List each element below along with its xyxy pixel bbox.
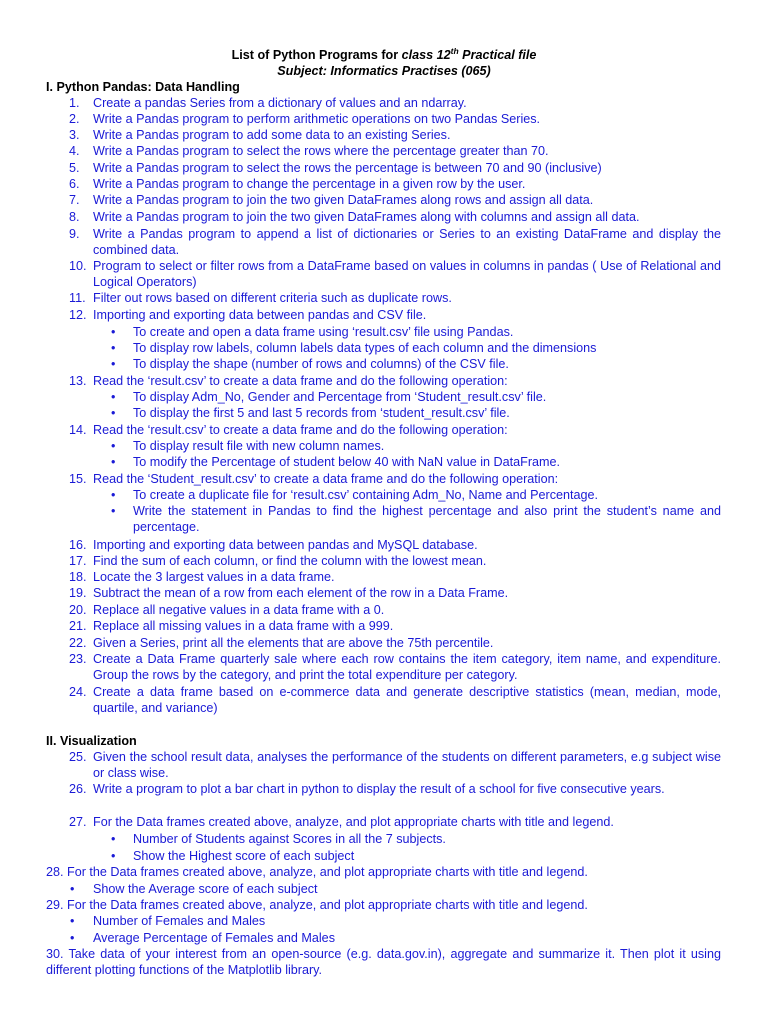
item-number: 17. bbox=[69, 554, 87, 568]
item-text: Create a data frame based on e-commerce data and generate descriptive statistics (mean, median, mode, quartile, and variance) bbox=[93, 685, 721, 716]
item-text: Write a Pandas program to append a list of dictionaries or Series to an existing DataFrame and display the combined data. bbox=[93, 227, 721, 258]
item-number: 28. bbox=[46, 865, 64, 879]
list-item bbox=[69, 143, 721, 159]
list-item bbox=[69, 209, 721, 225]
sub-bullet-text: Number of Students against Scores in all the 7 subjects. bbox=[133, 832, 446, 846]
sub-bullet bbox=[111, 503, 721, 535]
title-prefix: List of Python Programs for bbox=[231, 48, 402, 63]
list-item bbox=[69, 781, 721, 797]
item-text: For the Data frames created above, analyze, and plot appropriate charts with title and legend. bbox=[67, 865, 588, 879]
item-text: Importing and exporting data between pandas and CSV file. bbox=[93, 308, 427, 322]
item-number: 22. bbox=[69, 636, 87, 650]
item-number: 18. bbox=[69, 570, 87, 584]
item-text: Create a pandas Series from a dictionary of values and an ndarray. bbox=[93, 96, 467, 110]
item-number: 6. bbox=[69, 177, 80, 191]
sub-bullet-text: To modify the Percentage of student below 40 with NaN value in DataFrame. bbox=[133, 455, 561, 469]
item-number: 14. bbox=[69, 423, 87, 437]
sub-bullet bbox=[111, 831, 731, 847]
bullet-icon: • bbox=[111, 488, 116, 502]
sub-bullet-text: To display the first 5 and last 5 records from ‘student_result.csv’ file. bbox=[133, 406, 510, 420]
list-item bbox=[69, 553, 721, 569]
item-text: Write a Pandas program to join the two given DataFrames along rows and assign all data. bbox=[93, 193, 594, 207]
item-text: Replace all missing values in a data frame with a 999. bbox=[93, 619, 394, 633]
sub-bullet bbox=[70, 930, 690, 946]
bullet-icon: • bbox=[111, 504, 116, 518]
bullet-icon: • bbox=[111, 325, 116, 339]
sub-bullet-text: To display Adm_No, Gender and Percentage from ‘Student_result.csv’ file. bbox=[133, 390, 547, 404]
section-heading-pandas: I. Python Pandas: Data Handling bbox=[46, 80, 240, 94]
item-text: Write a Pandas program to select the rows the percentage is between 70 and 90 (inclusive) bbox=[93, 161, 602, 175]
list-item bbox=[69, 95, 721, 111]
item-text: Write a Pandas program to change the percentage in a given row by the user. bbox=[93, 177, 526, 191]
list-item bbox=[46, 864, 721, 880]
section-heading-visualization: II. Visualization bbox=[46, 734, 137, 748]
sub-bullet-text: Write the statement in Pandas to find the highest percentage and also print the student’s name and percentage. bbox=[133, 504, 721, 535]
item-text: Given a Series, print all the elements that are above the 75th percentile. bbox=[93, 636, 494, 650]
sub-bullet-text: Number of Females and Males bbox=[93, 914, 266, 928]
sub-bullet bbox=[111, 356, 731, 372]
item-text: Locate the 3 largest values in a data frame. bbox=[93, 570, 335, 584]
item-text: Write a Pandas program to select the rows where the percentage greater than 70. bbox=[93, 144, 549, 158]
list-item bbox=[69, 258, 721, 290]
bullet-icon: • bbox=[111, 357, 116, 371]
list-item bbox=[69, 602, 721, 618]
item-number: 10. bbox=[69, 259, 87, 273]
bullet-icon: • bbox=[111, 439, 116, 453]
sub-bullet bbox=[111, 487, 731, 503]
page-subtitle: Subject: Informatics Practises (065) bbox=[277, 64, 491, 78]
item-number: 21. bbox=[69, 619, 87, 633]
list-item bbox=[69, 585, 721, 601]
sub-bullet bbox=[111, 848, 731, 864]
list-item bbox=[69, 192, 721, 208]
list-item bbox=[69, 569, 721, 585]
list-item bbox=[69, 290, 721, 306]
item-text: Write a program to plot a bar chart in python to display the result of a school for five consecutive years. bbox=[93, 782, 665, 796]
bullet-icon: • bbox=[111, 406, 116, 420]
list-item bbox=[69, 176, 721, 192]
sub-bullet bbox=[111, 454, 731, 470]
sub-bullet bbox=[70, 881, 690, 897]
item-number: 15. bbox=[69, 472, 87, 486]
item-number: 26. bbox=[69, 782, 87, 796]
item-number: 30. bbox=[46, 947, 64, 961]
sub-bullet bbox=[111, 324, 731, 340]
list-item bbox=[69, 651, 721, 683]
item-text: Given the school result data, analyses the performance of the students on different parameters, e.g subject wise or class wise. bbox=[93, 750, 721, 781]
sub-bullet bbox=[111, 389, 731, 405]
list-item bbox=[69, 111, 721, 127]
item-text: Read the ‘result.csv’ to create a data frame and do the following operation: bbox=[93, 423, 508, 437]
item-text: Replace all negative values in a data frame with a 0. bbox=[93, 603, 385, 617]
item-number: 11. bbox=[69, 291, 86, 305]
item-number: 27. bbox=[69, 815, 87, 829]
item-number: 8. bbox=[69, 210, 80, 224]
sub-bullet bbox=[111, 438, 731, 454]
item-number: 7. bbox=[69, 193, 80, 207]
item-text: For the Data frames created above, analyze, and plot appropriate charts with title and legend. bbox=[93, 815, 614, 829]
list-item bbox=[69, 307, 721, 323]
sub-bullet-text: To create a duplicate file for ‘result.csv’ containing Adm_No, Name and Percentage. bbox=[133, 488, 599, 502]
sub-bullet-text: Average Percentage of Females and Males bbox=[93, 931, 335, 945]
item-text: Filter out rows based on different criteria such as duplicate rows. bbox=[93, 291, 452, 305]
item-text: Subtract the mean of a row from each element of the row in a Data Frame. bbox=[93, 586, 509, 600]
item-number: 5. bbox=[69, 161, 80, 175]
item-number: 29. bbox=[46, 898, 64, 912]
list-item bbox=[69, 226, 721, 258]
item-text: Write a Pandas program to perform arithmetic operations on two Pandas Series. bbox=[93, 112, 541, 126]
item-number: 9. bbox=[69, 227, 80, 241]
item-number: 25. bbox=[69, 750, 87, 764]
sub-bullet bbox=[111, 405, 731, 421]
bullet-icon: • bbox=[70, 931, 75, 945]
list-item bbox=[69, 635, 721, 651]
sub-bullet-text: To display the shape (number of rows and columns) of the CSV file. bbox=[133, 357, 509, 371]
list-item bbox=[46, 897, 721, 913]
item-number: 20. bbox=[69, 603, 87, 617]
item-text: Read the ‘Student_result.csv’ to create a data frame and do the following operation: bbox=[93, 472, 559, 486]
item-text: Program to select or filter rows from a DataFrame based on values in columns in pandas ( Use of Relational and Logical Operators) bbox=[93, 259, 721, 290]
list-item bbox=[69, 160, 721, 176]
list-item bbox=[69, 814, 721, 830]
bullet-icon: • bbox=[70, 914, 75, 928]
item-text: Write a Pandas program to join the two given DataFrames along with columns and assign all data. bbox=[93, 210, 640, 224]
item-text: Read the ‘result.csv’ to create a data frame and do the following operation: bbox=[93, 374, 508, 388]
sub-bullet-text: To display result file with new column names. bbox=[133, 439, 385, 453]
title-superscript: th bbox=[450, 46, 459, 56]
list-item bbox=[69, 749, 721, 781]
title-suffix: Practical file bbox=[458, 48, 537, 63]
list-item bbox=[69, 127, 721, 143]
item-text: Create a Data Frame quarterly sale where each row contains the item category, item name, and expenditure. Group the rows by the category, and print the total expenditure per category. bbox=[93, 652, 721, 683]
title-class: class 12 bbox=[401, 48, 451, 63]
item-number: 19. bbox=[69, 586, 87, 600]
bullet-icon: • bbox=[70, 882, 75, 896]
item-number: 2. bbox=[69, 112, 80, 126]
sub-bullet-text: Show the Highest score of each subject bbox=[133, 849, 355, 863]
list-item bbox=[69, 618, 721, 634]
list-item bbox=[69, 537, 721, 553]
item-text: Write a Pandas program to add some data to an existing Series. bbox=[93, 128, 451, 142]
page-title bbox=[0, 43, 768, 63]
item-number: 16. bbox=[69, 538, 87, 552]
item-number: 23. bbox=[69, 652, 87, 666]
item-number: 4. bbox=[69, 144, 80, 158]
sub-bullet bbox=[111, 340, 731, 356]
item-text: Find the sum of each column, or find the column with the lowest mean. bbox=[93, 554, 487, 568]
bullet-icon: • bbox=[111, 341, 116, 355]
sub-bullet-text: To create and open a data frame using ‘result.csv’ file using Pandas. bbox=[133, 325, 514, 339]
list-item bbox=[46, 946, 721, 978]
bullet-icon: • bbox=[111, 832, 116, 846]
bullet-icon: • bbox=[111, 849, 116, 863]
bullet-icon: • bbox=[111, 455, 116, 469]
sub-bullet-text: Show the Average score of each subject bbox=[93, 882, 318, 896]
item-number: 3. bbox=[69, 128, 80, 142]
item-number: 24. bbox=[69, 685, 87, 699]
bullet-icon: • bbox=[111, 390, 116, 404]
sub-bullet-text: To display row labels, column labels data types of each column and the dimensions bbox=[133, 341, 597, 355]
item-number: 13. bbox=[69, 374, 87, 388]
list-item bbox=[69, 471, 721, 487]
item-number: 1. bbox=[69, 96, 80, 110]
sub-bullet bbox=[70, 913, 690, 929]
list-item bbox=[69, 422, 721, 438]
item-text: For the Data frames created above, analyze, and plot appropriate charts with title and legend. bbox=[67, 898, 588, 912]
list-item bbox=[69, 684, 721, 716]
item-text: Take data of your interest from an open-source (e.g. data.gov.in), aggregate and summarize it. Then plot it using different plotting functions of the Matplotlib library. bbox=[46, 947, 721, 978]
item-text: Importing and exporting data between pandas and MySQL database. bbox=[93, 538, 478, 552]
list-item bbox=[69, 373, 721, 389]
item-number: 12. bbox=[69, 308, 87, 322]
